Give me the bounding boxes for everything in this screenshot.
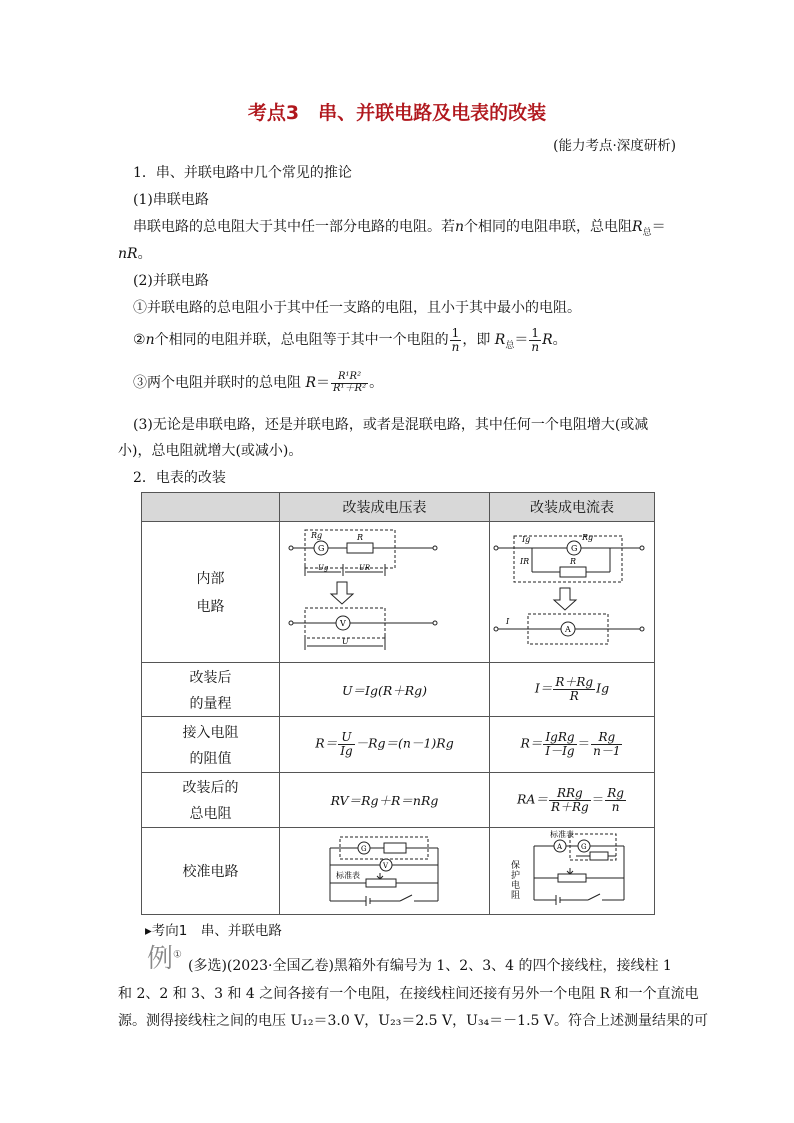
parallel-heading: (2)并联电路 [133,273,209,289]
parallel-item-1: ①并联电路的总电阻小于其中任一支路的电阻，且小于其中最小的电阻。 [133,300,581,316]
label-Rg: Rg [310,531,322,540]
ammeter-resistance: R＝ $\frac{\text{IgRg}}{I-Ig}$ ＝ $\frac{Rg}{n-1}$ [490,717,655,773]
subtitle: (能力考点·深度研析) [553,138,676,154]
galvanometer-G-a: G [571,544,578,553]
row-internal-label: 内部 电路 [142,522,280,663]
general-rule-cont: 小)，总电阻就增大(或减小)。 [118,443,303,459]
series-paragraph: 串联电路的总电阻大于其中任一部分电路的电阻。若n个相同的电阻串联，总电阻$R_总=$ [133,219,666,238]
header-voltage: 改装成电压表 [280,493,490,522]
ammeter-calibration-diagram [490,828,655,915]
page-title: 考点3 串、并联电路及电表的改装 [247,102,547,124]
header-current: 改装成电流表 [490,493,655,522]
example-line-1: (多选)(2023·全国乙卷)黑箱外有编号为 1、2、3、4 的四个接线柱，接线柱 1 [188,958,672,974]
label-UR: UR [358,564,370,572]
example-line-3: 源。测得接线柱之间的电压 U₁₂＝3.0 V，U₂₃＝2.5 V，U₃₄＝－1.5 V。符合上述测量结果的可 [118,1013,708,1029]
ammeter-circuit-svg [492,522,652,658]
label-U: U [341,637,349,646]
ammeter-internal-diagram [490,522,655,663]
ammeter-calibration-svg [509,828,632,910]
voltmeter-calibration-svg [320,829,450,909]
cal-G2: G [581,843,587,851]
voltmeter-resistance: R＝ $\frac{U}{Ig}$ －Rg＝(n－1)Rg [280,717,490,773]
label-R-a: R [570,557,577,566]
ammeter-A: A [565,625,571,634]
general-rule: (3)无论是串联电路，还是并联电路，或者是混联电路，其中任何一个电阻增大(或减 [133,417,649,433]
series-paragraph-cont: nR。 [118,246,152,262]
section-1-heading: 1．串、并联电路中几个常见的推论 [133,165,352,181]
cal-standard-label: 标准表 [550,830,574,839]
voltmeter-V: V [339,619,346,628]
parallel-item-3: ③两个电阻并联时的总电阻 R＝ $\frac{\text{R¹R²}}{\text{R¹＋R²}}$ 。 [133,371,384,394]
series-heading: (1)串联电路 [133,192,209,208]
protect-resistor-label: 保护电阻 [509,860,519,900]
header-empty [142,493,280,522]
direction-marker: ▸考向1 串、并联电路 [145,923,282,939]
meter-conversion-table [141,492,655,915]
voltmeter-circuit-svg [285,522,485,658]
row-resistance-label: 接入电阻 的阻值 [142,717,280,773]
voltmeter-calibration-diagram [280,828,490,915]
row-range-label: 改装后 的量程 [142,663,280,717]
label-Ug: Ug [317,564,328,572]
cal-G: G [360,845,367,853]
parallel-item-2: ②n个相同的电阻并联，总电阻等于其中一个电阻的 $\frac{1}{n}$ ，即 $R_总=$ $\frac{1}{n}$ R。 [133,326,567,354]
cal-V: V [382,862,388,870]
example-line-2: 和 2、2 和 3、3 和 4 之间各接有一个电阻，在接线柱间还接有另外一个电阻 R 和一个直流电 [118,986,699,1002]
section-2-heading: 2．电表的改装 [133,470,226,486]
label-Rg-a: Rg [582,533,594,542]
row-calibration-label: 校准电路 [142,828,280,915]
voltmeter-range: U＝Ig(R＋Rg) [280,663,490,717]
label-IR: IR [520,557,530,566]
label-Ig: Ig [522,535,531,544]
ammeter-range: I＝ $\frac{R+Rg}{R}$ Ig [490,663,655,717]
cal-A: A [557,843,563,851]
label-I: I [506,617,510,626]
ammeter-total: RA＝ $\frac{\text{RRg}}{R+Rg}$ ＝ $\frac{Rg}{n}$ [490,773,655,828]
voltmeter-internal-diagram [280,522,490,663]
row-total-label: 改装后的 总电阻 [142,773,280,828]
galvanometer-G: G [317,544,324,553]
label-R: R [356,533,363,542]
standard-meter-label: 标准表 [335,871,360,880]
example-label: 例① [147,944,182,974]
voltmeter-total: RV＝Rg＋R＝nRg [280,773,490,828]
